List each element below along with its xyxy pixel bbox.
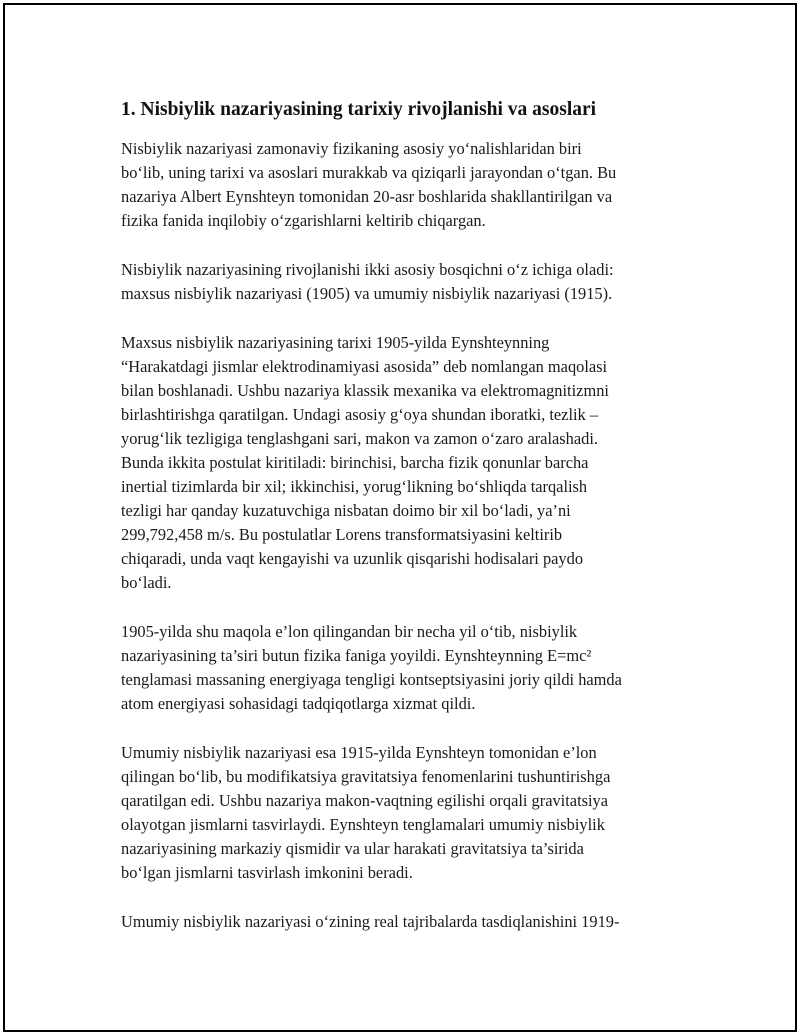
- paragraph-2: [121, 258, 691, 306]
- paragraph-4: [121, 620, 691, 716]
- text-line: bo‘ladi.: [121, 573, 172, 592]
- page-frame: [3, 3, 797, 1032]
- text-line: nazariya Albert Eynshteyn tomonidan 20-asr boshlarida shakllantirilgan va: [121, 187, 613, 206]
- text-line: 1905-yilda shu maqola e’lon qilingandan bir necha yil o‘tib, nisbiylik: [121, 622, 578, 641]
- paragraph-3: [121, 331, 691, 595]
- text-line: nazariyasining markaziy qismidir va ular harakati gravitatsiya ta’sirida: [121, 839, 584, 858]
- paragraph-1: [121, 137, 691, 233]
- text-line: “Harakatdagi jismlar elektrodinamiyasi asosida” deb nomlangan maqolasi: [121, 357, 608, 376]
- text-line: bo‘lgan jismlarni tasvirlash imkonini beradi.: [121, 863, 413, 882]
- text-line: atom energiyasi sohasidagi tadqiqotlarga xizmat qildi.: [121, 694, 476, 713]
- text-line: Umumiy nisbiylik nazariyasi esa 1915-yilda Eynshteyn tomonidan e’lon: [121, 743, 597, 762]
- text-line: Nisbiylik nazariyasining rivojlanishi ikki asosiy bosqichni o‘z ichiga oladi:: [121, 260, 614, 279]
- text-line: bo‘lib, uning tarixi va asoslari murakkab va qiziqarli jarayondan o‘tgan. Bu: [121, 163, 617, 182]
- text-line: 299,792,458 m/s. Bu postulatlar Lorens transformatsiyasini keltirib: [121, 525, 563, 544]
- text-line: maxsus nisbiylik nazariyasi (1905) va umumiy nisbiylik nazariyasi (1915).: [121, 284, 613, 303]
- paragraph-6: [121, 910, 691, 934]
- text-line: qilingan bo‘lib, bu modifikatsiya gravitatsiya fenomenlarini tushuntirishga: [121, 767, 611, 786]
- text-line: inertial tizimlarda bir xil; ikkinchisi, yorug‘likning bo‘shliqda tarqalish: [121, 477, 588, 496]
- text-line: olayotgan jismlarni tasvirlaydi. Eynshteyn tenglamalari umumiy nisbiylik: [121, 815, 605, 834]
- text-line: Umumiy nisbiylik nazariyasi o‘zining real tajribalarda tasdiqlanishini 1919-: [121, 912, 620, 931]
- text-line: birlashtirishga qaratilgan. Undagi asosiy g‘oya shundan iboratki, tezlik –: [121, 405, 599, 424]
- text-line: yorug‘lik tezligiga tenglashgani sari, makon va zamon o‘zaro aralashadi.: [121, 429, 598, 448]
- text-line: tenglamasi massaning energiyaga tengligi kontseptsiyasini joriy qildi hamda: [121, 670, 622, 689]
- text-line: nazariyasining ta’siri butun fizika faniga yoyildi. Eynshteynning E=mc²: [121, 646, 592, 665]
- text-line: Maxsus nisbiylik nazariyasining tarixi 1905-yilda Eynshteynning: [121, 333, 550, 352]
- text-line: bilan boshlanadi. Ushbu nazariya klassik mexanika va elektromagnitizmni: [121, 381, 609, 400]
- text-line: qaratilgan edi. Ushbu nazariya makon-vaqtning egilishi orqali gravitatsiya: [121, 791, 609, 810]
- section-heading: 1. Nisbiylik nazariyasining tarixiy rivojlanishi va asoslari: [121, 99, 597, 120]
- text-line: Nisbiylik nazariyasi zamonaviy fizikaning asosiy yo‘nalishlaridan biri: [121, 139, 582, 158]
- document-body: [121, 97, 691, 959]
- paragraph-5: [121, 741, 691, 885]
- text-line: tezligi har qanday kuzatuvchiga nisbatan doimo bir xil bo‘ladi, ya’ni: [121, 501, 571, 520]
- text-line: Bunda ikkita postulat kiritiladi: birinchisi, barcha fizik qonunlar barcha: [121, 453, 589, 472]
- text-line: fizika fanida inqilobiy o‘zgarishlarni keltirib chiqargan.: [121, 211, 486, 230]
- text-line: chiqaradi, unda vaqt kengayishi va uzunlik qisqarishi hodisalari paydo: [121, 549, 584, 568]
